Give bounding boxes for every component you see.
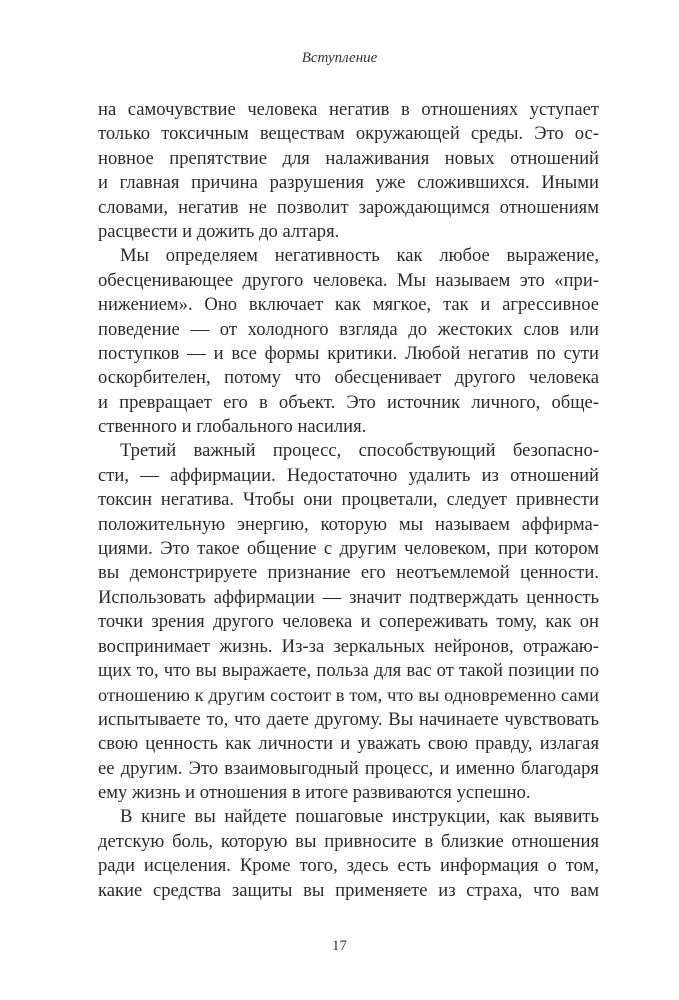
text-line: расцвести и дожить до алтаря. (98, 220, 340, 242)
text-line: поступков — и все формы критики. Любой негатив по сути (98, 342, 599, 364)
text-line: словами, негатив не позволит зарождающимся отношениям (98, 196, 599, 218)
text-line: токсин негатива. Чтобы они процветали, следует привнести (98, 489, 599, 511)
text-line: отношению к другим состоит в том, что вы одновременно сами (98, 685, 599, 706)
text-line: щих то, что вы выражаете, польза для вас от такой позиции по (98, 659, 599, 681)
text-line: вы демонстрируете признание его неотъемлемой ценности. (98, 562, 599, 584)
text-line: и главная причина разрушения уже сложившихся. Иными (98, 172, 599, 194)
body-text (98, 98, 599, 903)
text-line: ственного и глобального насилия. (98, 416, 367, 438)
text-line: сти, — аффирмации. Недостаточно удалить из отношений (98, 464, 599, 486)
page-number: 17 (332, 938, 347, 954)
text-line: ему жизнь и отношения в итоге развиваются успешно. (98, 781, 531, 803)
text-line: Третий важный процесс, способствующий безопасно- (120, 440, 599, 462)
text-line: испытываете то, что даете другому. Вы начинаете чувствовать (98, 708, 599, 730)
text-line: только токсичным веществам окружающей среды. Это ос- (98, 123, 599, 145)
text-line: и превращает его в объект. Это источник личного, обще- (98, 391, 599, 413)
text-line: Мы определяем негативность как любое выражение, (120, 245, 599, 267)
text-line: поведение — от холодного взгляда до жестоких слов или (98, 318, 599, 340)
text-line: положительную энергию, которую мы называем аффирма- (98, 513, 599, 535)
paragraph-4 (98, 805, 599, 903)
text-line: воспринимает жизнь. Из-за зеркальных нейронов, отражаю- (98, 635, 599, 657)
text-line: В книге вы найдете пошаговые инструкции, как выявить (120, 806, 599, 828)
paragraph-2 (98, 244, 599, 439)
text-line: новное препятствие для налаживания новых отношений (98, 147, 599, 169)
text-line: детскую боль, которую вы привносите в близкие отношения (98, 830, 599, 852)
text-line: циями. Это такое общение с другим человеком, при котором (98, 538, 599, 560)
text-line: свою ценность как личности и уважать свою правду, излагая (98, 733, 599, 755)
text-line: обесценивающее другого человека. Мы называем это «при- (98, 269, 599, 291)
text-line: ради исцеления. Кроме того, здесь есть информация о том, (98, 855, 599, 877)
text-line: оскорбителен, потому что обесценивает другого человека (98, 367, 599, 389)
text-line: Использовать аффирмации — значит подтверждать ценность (98, 586, 599, 608)
paragraph-1 (98, 98, 599, 244)
text-line: на самочувствие человека негатив в отношениях уступает (98, 99, 599, 120)
text-line: ее другим. Это взаимовыгодный процесс, и именно благодаря (98, 757, 599, 779)
text-line: точки зрения другого человека и сопереживать тому, как он (98, 611, 599, 633)
text-line: нижением». Оно включает как мягкое, так и агрессивное (98, 294, 599, 316)
paragraph-3 (98, 439, 599, 805)
text-line: какие средства защиты вы применяете из страха, что вам (98, 879, 599, 901)
running-header: Вступление (301, 50, 378, 66)
